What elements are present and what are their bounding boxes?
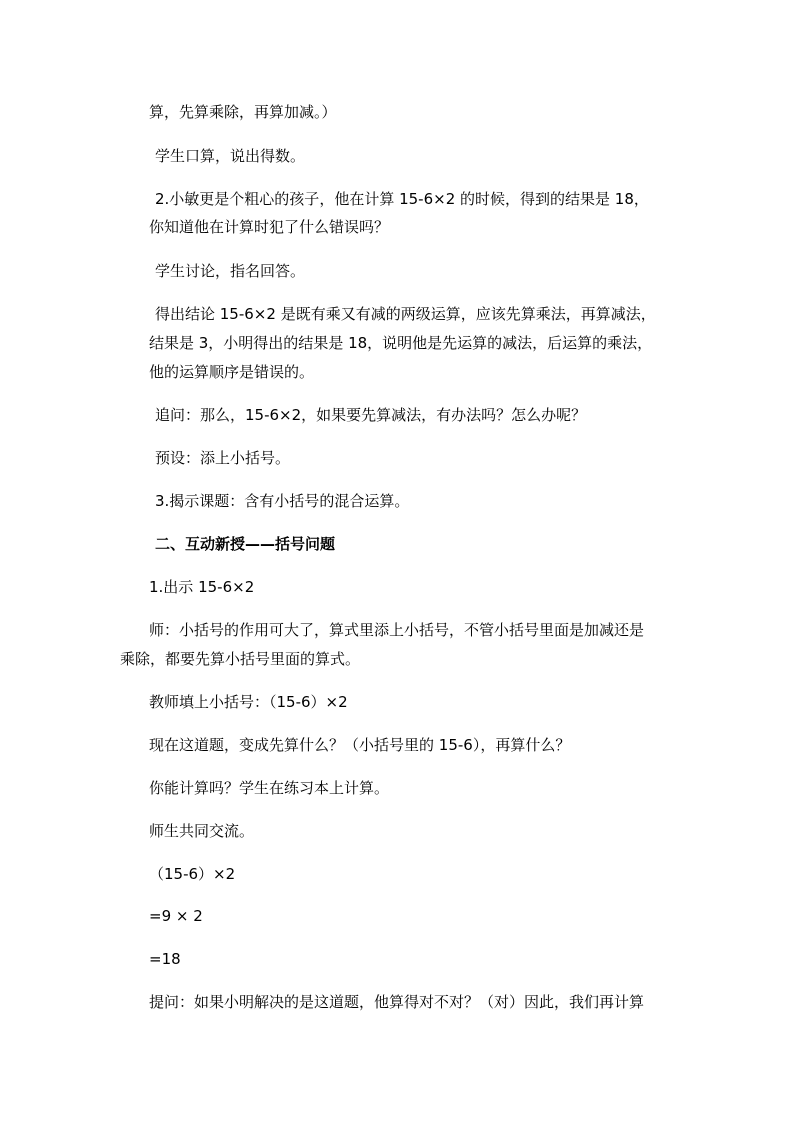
text-line: 你知道他在计算时犯了什么错误吗？ xyxy=(149,218,390,236)
text-line: 算，先算乘除，再算加减。） xyxy=(149,103,337,121)
text-line: 得出结论 15-6×2 是既有乘又有减的两级运算，应该先算乘法，再算减法， xyxy=(155,305,656,323)
text-line: 1.出示 15-6×2 xyxy=(149,578,255,596)
text-line: 3.揭示课题：含有小括号的混合运算。 xyxy=(155,492,410,510)
text-line: 你能计算吗？学生在练习本上计算。 xyxy=(149,779,390,797)
text-line: 学生口算，说出得数。 xyxy=(155,147,306,165)
text-line: 2.小敏更是个粗心的孩子，他在计算 15-6×2 的时候，得到的结果是 18， xyxy=(155,190,649,208)
text-line: 结果是 3，小明得出的结果是 18，说明他是先运算的减法，后运算的乘法， xyxy=(149,334,653,352)
text-line: 追问：那么，15-6×2，如果要先算减法，有办法吗？怎么办呢？ xyxy=(155,406,587,424)
text-line: 乘除，都要先算小括号里面的算式。 xyxy=(120,650,361,668)
text-line: 现在这道题，变成先算什么？（小括号里的 15-6），再算什么？ xyxy=(149,736,571,754)
section-heading: 二、互动新授——括号问题 xyxy=(155,535,336,553)
equation-line: =9 × 2 xyxy=(149,907,203,925)
text-line: 学生讨论，指名回答。 xyxy=(155,262,306,280)
equation-line: （15-6）×2 xyxy=(149,865,236,883)
text-line: 教师填上小括号：（15-6）×2 xyxy=(149,693,348,711)
text-line: 他的运算顺序是错误的。 xyxy=(149,363,315,381)
text-line: 提问：如果小明解决的是这道题，他算得对不对？（对）因此，我们再计算 xyxy=(149,993,645,1011)
text-line: 预设：添上小括号。 xyxy=(155,449,291,467)
text-line: 师生共同交流。 xyxy=(149,822,255,840)
text-line: 师：小括号的作用可大了，算式里添上小括号，不管小括号里面是加减还是 xyxy=(149,621,645,639)
equation-line: =18 xyxy=(149,950,181,968)
